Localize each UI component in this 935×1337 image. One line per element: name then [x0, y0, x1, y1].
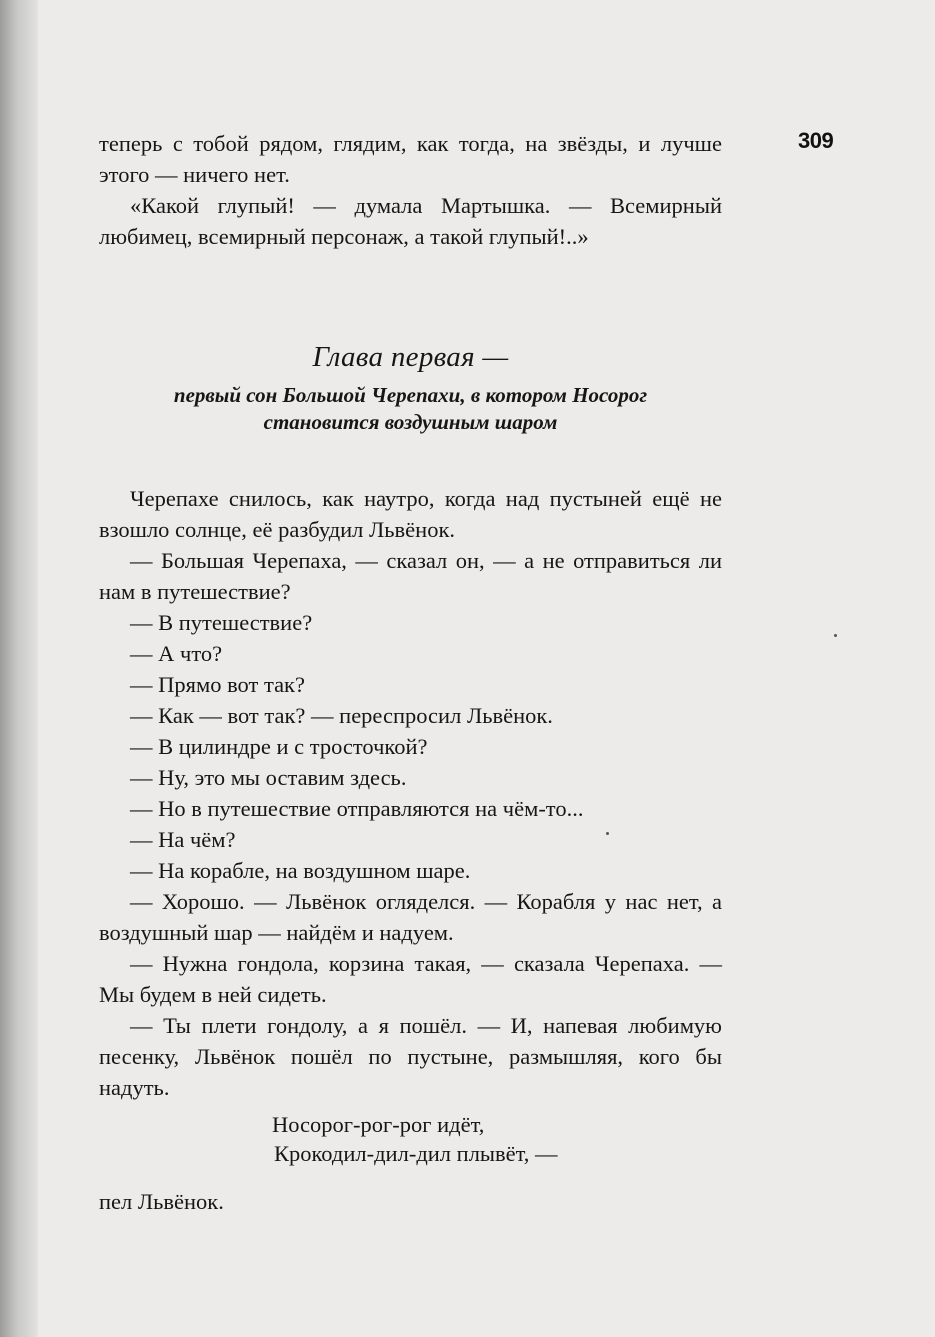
chapter-subtitle-line: первый сон Большой Черепахи, в котором Носорог	[173, 383, 648, 407]
chapter-subtitle-line: становится воздушным шаром	[263, 410, 558, 434]
verse-attribution: пел Львёнок.	[99, 1189, 224, 1214]
book-spine-shadow	[0, 0, 38, 1337]
dialogue-line: — На корабле, на воздушном шаре.	[130, 858, 471, 883]
paragraph: «Какой глупый! — думала Мартышка. — Всемирный любимец, всемирный персонаж, а такой глупый!..»	[99, 193, 722, 249]
dialogue-line: — Хорошо. — Львёнок огляделся. — Корабля у нас нет, а воздушный шар — найдём и надуем.	[99, 889, 722, 945]
chapter-title: Глава первая —	[312, 341, 509, 373]
dialogue-line: — Нужна гондола, корзина такая, — сказала Черепаха. — Мы будем в ней сидеть.	[99, 951, 722, 1007]
previous-chapter-ending	[99, 128, 722, 252]
dialogue-line: — Но в путешествие отправляются на чём-то...	[130, 796, 584, 821]
chapter-body	[99, 483, 722, 1103]
paragraph: Черепахе снилось, как наутро, когда над пустыней ещё не взошло солнце, её разбудил Львёнок.	[99, 486, 722, 542]
dialogue-line: — В путешествие?	[130, 610, 313, 635]
dialogue-line: — Большая Черепаха, — сказал он, — а не отправиться ли нам в путешествие?	[99, 548, 722, 604]
chapter-heading	[99, 338, 722, 436]
verse-line: Носорог-рог-рог идёт,	[272, 1112, 485, 1137]
dialogue-line: — Ну, это мы оставим здесь.	[130, 765, 407, 790]
dialogue-line: — Как — вот так? — переспросил Львёнок.	[130, 703, 553, 728]
paragraph: теперь с тобой рядом, глядим, как тогда, на звёзды, и лучше этого — ничего нет.	[99, 131, 722, 187]
dialogue-line: — На чём?	[130, 827, 236, 852]
verse-line: Крокодил-дил-дил плывёт, —	[274, 1141, 558, 1166]
chapter-subtitle	[99, 382, 722, 436]
page-number: 309	[798, 128, 834, 153]
dialogue-line: — Прямо вот так?	[130, 672, 305, 697]
dialogue-line: — Ты плети гондолу, а я пошёл. — И, напевая любимую песенку, Львёнок пошёл по пустыне, размышляя, кого бы надуть.	[99, 1013, 722, 1100]
print-speck	[606, 832, 609, 835]
print-speck	[834, 634, 837, 637]
dialogue-line: — А что?	[130, 641, 223, 666]
song-verse	[272, 1110, 558, 1168]
dialogue-line: — В цилиндре и с тросточкой?	[130, 734, 428, 759]
